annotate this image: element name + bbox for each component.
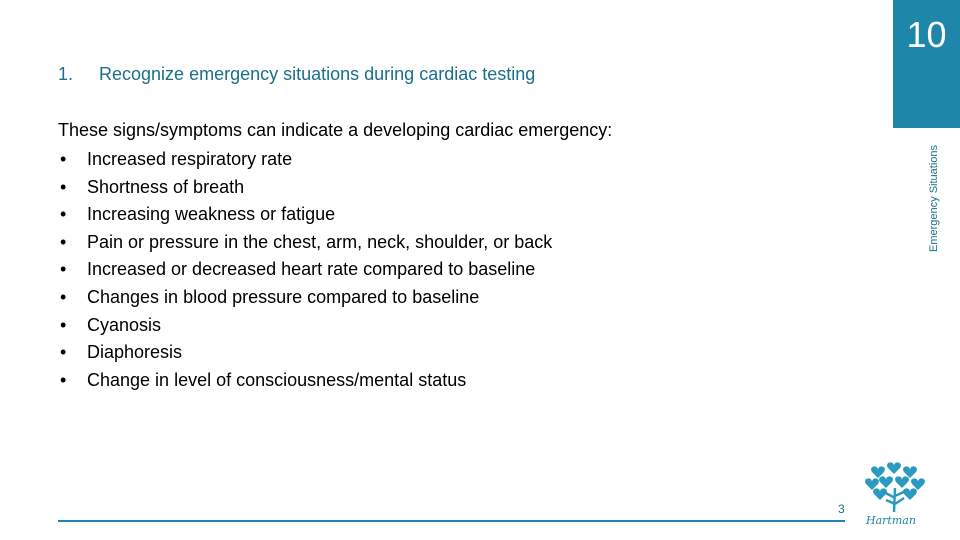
bullet-icon: • — [60, 286, 67, 307]
bullet-icon: • — [60, 149, 67, 169]
slide-heading — [58, 64, 535, 85]
symptom-list — [58, 146, 552, 394]
section-number: 10 — [906, 14, 947, 55]
bullet-icon: • — [60, 369, 67, 390]
heading-text: Recognize emergency situations during cardiac testing — [99, 64, 536, 84]
bullet-icon: • — [60, 231, 67, 252]
list-item: • Shortness of breath — [58, 174, 552, 202]
page-number: 3 — [838, 502, 845, 516]
list-item: • Increased respiratory rate — [58, 146, 552, 174]
logo-text: Hartman — [866, 514, 916, 527]
heading-number: 1. — [58, 64, 74, 84]
list-item: • Changes in blood pressure compared to baseline — [58, 284, 552, 312]
list-item: • Increasing weakness or fatigue — [58, 201, 552, 229]
list-item: • Increased or decreased heart rate compared to baseline — [58, 256, 552, 284]
section-label: Emergency Situations — [928, 145, 940, 252]
intro-text: These signs/symptoms can indicate a developing cardiac emergency: — [58, 120, 613, 140]
list-item: • Cyanosis — [58, 312, 552, 340]
bullet-icon: • — [60, 204, 67, 225]
list-item: • Diaphoresis — [58, 339, 552, 367]
list-item: • Pain or pressure in the chest, arm, neck, shoulder, or back — [58, 229, 552, 257]
bullet-icon: • — [60, 259, 67, 280]
bullet-icon: • — [60, 176, 67, 197]
bullet-icon: • — [60, 342, 67, 363]
list-item: • Change in level of consciousness/mental status — [58, 367, 552, 395]
footer-divider — [58, 520, 845, 522]
bullet-icon: • — [60, 314, 67, 335]
